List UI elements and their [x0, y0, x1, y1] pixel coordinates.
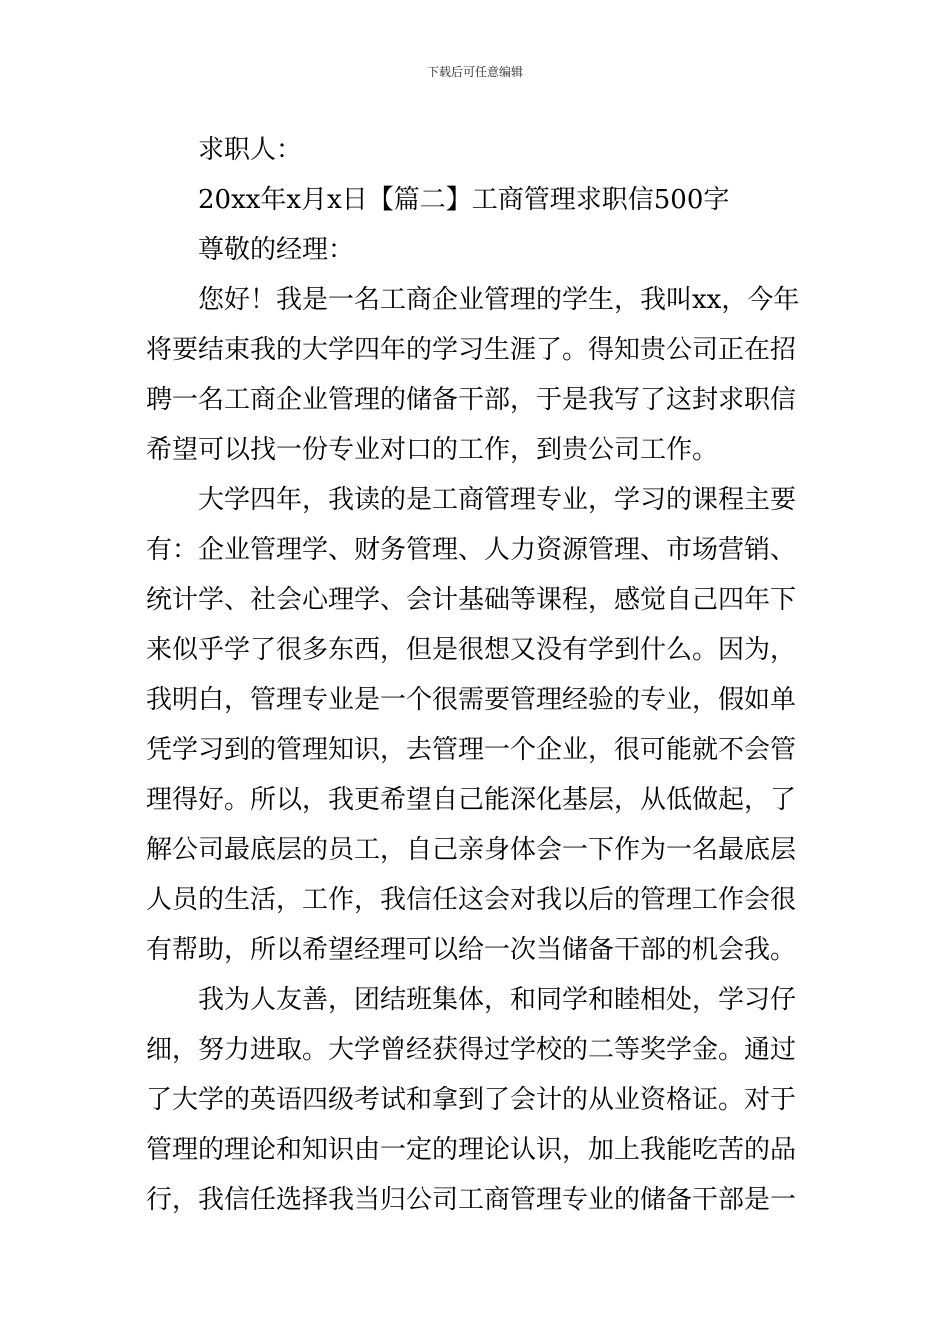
text-line: 人员的生活，工作，我信任这会对我以后的管理工作会很	[146, 885, 797, 915]
text-line: 聘一名工商企业管理的储备干部，于是我写了这封求职信	[146, 385, 797, 415]
text-line: 将要结束我的大学四年的学习生涯了。得知贵公司正在招	[146, 335, 797, 365]
text-line: 有：企业管理学、财务管理、人力资源管理、市场营销、	[146, 535, 797, 565]
text-line: 来似乎学了很多东西，但是很想又没有学到什么。因为，	[146, 635, 797, 665]
text-line: 理得好。所以，我更希望自己能深化基层，从低做起，了	[146, 785, 797, 815]
text-line: 求职人：	[198, 135, 303, 165]
text-line: 20xx年x月x日【篇二】工商管理求职信500字	[198, 185, 730, 215]
text-line: 大学四年，我读的是工商管理专业，学习的课程主要	[198, 485, 797, 515]
text-line: 您好！我是一名工商企业管理的学生，我叫xx，今年	[198, 285, 800, 315]
page-header: 下载后可任意编辑	[426, 65, 523, 79]
text-line: 解公司最底层的员工，自己亲身体会一下作为一名最底层	[146, 835, 797, 865]
text-line: 统计学、社会心理学、会计基础等课程，感觉自己四年下	[146, 585, 797, 615]
text-line: 有帮助，所以希望经理可以给一次当储备干部的机会我。	[146, 935, 797, 965]
text-line: 希望可以找一份专业对口的工作，到贵公司工作。	[146, 435, 719, 465]
text-line: 我明白，管理专业是一个很需要管理经验的专业，假如单	[146, 685, 797, 715]
text-line: 了大学的英语四级考试和拿到了会计的从业资格证。对于	[146, 1085, 797, 1115]
text-line: 我为人友善，团结班集体，和同学和睦相处，学习仔	[198, 985, 797, 1015]
text-line: 凭学习到的管理知识，去管理一个企业，很可能就不会管	[146, 735, 797, 765]
text-line: 尊敬的经理：	[198, 235, 355, 265]
text-line: 细，努力进取。大学曾经获得过学校的二等奖学金。通过	[146, 1035, 797, 1065]
text-line: 行，我信任选择我当归公司工商管理专业的储备干部是一	[146, 1185, 797, 1215]
text-line: 管理的理论和知识由一定的理论认识，加上我能吃苦的品	[146, 1135, 797, 1165]
